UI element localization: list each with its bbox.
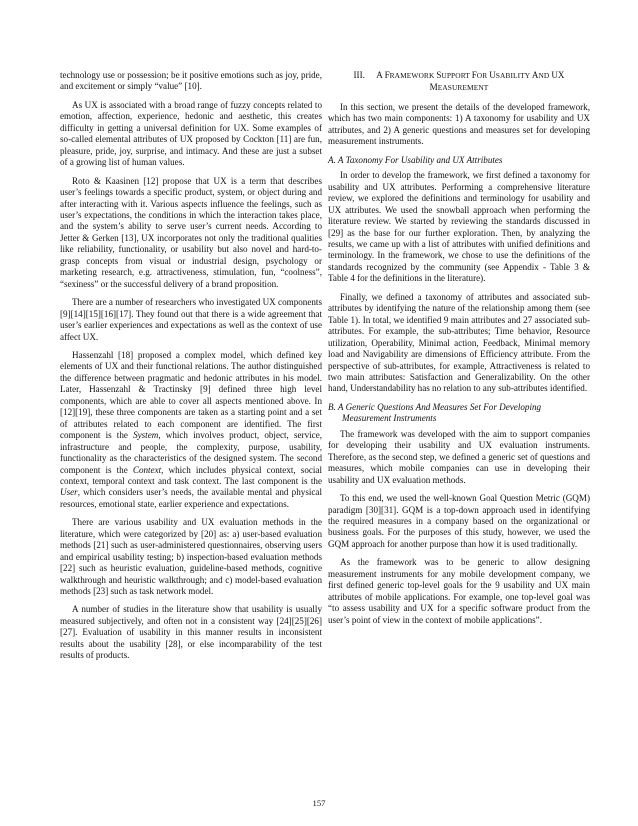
emphasis-user: User [60, 487, 78, 498]
section-heading [328, 70, 590, 93]
paragraph: technology use or possession; be it positive emotions such as joy, pride, and excitement or simply “value” [10]. [60, 70, 322, 92]
section-title-part: SABILITY [495, 71, 532, 80]
section-title-part: EASUREMENT [437, 82, 489, 92]
paragraph: There are various usability and UX evaluation methods in the literature, which were categorized by [20] as: a) user-based evaluation methods [21] such as user-administered questionnaires, observing users and empirical usability testing; b) inspection-based evaluation methods [22] such as heuristic evaluation, guideline-based methods, cognitive walkthrough and heuristic walkthrough; and c) model-based evaluation methods [23] such as task network model. [60, 517, 322, 597]
section-title-part: F [471, 70, 477, 80]
section-title-part: RAMEWORK [389, 71, 437, 80]
paragraph: Finally, we defined a taxonomy of attributes and associated sub-attributes by identifying the nature of the relationship among them (see Table 1). In total, we identified 9 main attributes and 27 associated sub-attributes. For example, the sub-attributes; Time behavior, Resource utilization, Operability, Minimal action, Feedback, Minimal memory load and Navigability are dimensions of Efficiency attribute. From the perspective of sub-attributes, for example, Attractiveness is related to two main attributes: Satisfaction and Generalizability. On the other hand, Understandability has no relation to any sub-attributes identified. [328, 291, 590, 394]
emphasis-context: Context [132, 464, 162, 475]
paragraph [60, 350, 322, 510]
section-title-part: U [489, 70, 496, 80]
paragraph: As UX is associated with a broad range of fuzzy concepts related to emotion, affection, experience, hedonic and aesthetic, this creates difficulty in getting a universal definition for UX. Some examples of so-called elemental attributes of UX proposed by Cockton [11] are fun, pleasure, pride, joy, surprise, and intimacy. And these are just a subset of a growing list of human values. [60, 99, 322, 168]
section-title-part: S [436, 70, 442, 80]
paragraph-text: Hassenzahl [18] proposed a complex model, which defined key elements of UX and their functional relations. The author distinguished the difference between pragmatic and hedonic attributes in his model. Later, Hassenzahl & Tractinsky [9] defined three high level components, which are able to cover all aspects mentioned above. In [12][19], these three components are taken as a starting point and a set of attributes related to each component are identified. The first component is the [60, 349, 322, 441]
section-title-part: UX [551, 70, 565, 80]
section-number: III. [353, 70, 365, 80]
paragraph: To this end, we used the well-known Goal Question Metric (GQM) paradigm [30][31]. GQM is a top-down approach used in identifying the required measures in a company based on the organizational or business goals. For the purposes of this study, however, we used the GQM approach for another purpose than how it is used traditionally. [328, 493, 590, 549]
subsection-heading-b: B. A Generic Questions And Measures Set For Developing Measurement Instruments [328, 401, 542, 424]
section-title-part: A [531, 70, 539, 80]
paragraph: There are a number of researchers who investigated UX components [9][14][15][16][17]. They found out that there is a wide agreement that user’s earlier experiences and expectations as well as the context of use affect UX. [60, 297, 322, 342]
paragraph: In this section, we present the details of the developed framework, which has two main components: 1) A taxonomy for usability and UX attributes, and 2) A generic questions and measures set for developing measurement instruments. [328, 102, 590, 147]
paragraph-text: , which considers user’s needs, the available mental and physical resources, emotional state, earlier experience and expectations. [60, 487, 322, 509]
paragraph: A number of studies in the literature show that usability is usually measured subjectively, and often not in a consistent way [24][25][26][27]. Evaluation of usability in this manner results in inconsistent results about the usability [28], or else incomparability of the test results of products. [60, 604, 322, 661]
paragraph: The framework was developed with the aim to support companies for developing their usability and UX evaluation instruments. Therefore, as the second step, we defined a generic set of questions and measures, which mobile companies can use in developing their usability and UX evaluation methods. [328, 428, 590, 485]
left-column [60, 70, 322, 669]
page-number: 157 [312, 798, 326, 808]
paragraph: In order to develop the framework, we first defined a taxonomy for usability and UX attributes. Performing a comprehensive literature review, we explored the definitions and terminology for usability and UX attributes. We used the snowball approach when performing the literature review. We started by reviewing the standards discussed in [29] as the base for our further exploration. Then, by analyzing the results, we came up with a list of attributes with unified definitions and terminology. In the framework, we chose to use the definitions of the standards recognized by the community (see Appendix - Table 3 & Table 4 for the definitions in the literature). [328, 170, 590, 284]
subsection-heading-a: A. A Taxonomy For Usability and UX Attributes [328, 154, 503, 165]
paragraph: Roto & Kaasinen [12] propose that UX is a term that describes user’s feelings towards a specific product, system, or object during and after interacting with it. Various aspects influence the feelings, such as user’s expectations, the conditions in which the interaction takes place, and the system’s ability to serve user’s current needs. According to Jetter & Gerken [13], UX incorporates not only the traditional qualities like reliability, functionality, or usability but also novel and hard-to-grasp concepts from visual or industrial design, psychology or marketing research, e.g. attractiveness, stimulation, fun, “coolness”, “sexiness” or the successful delivery of a brand proposition. [60, 175, 322, 289]
section-title-part: ND [538, 71, 552, 80]
section-title-part: OR [476, 71, 490, 80]
paragraph: As the framework was to be generic to allow designing measurement instruments for any mobile development company, we first defined generic top-level goals for the 9 usability and UX main attributes of mobile applications. For example, one top-level goal was “to assess usability and UX for a specific software product from the user’s point of view in the context of mobile applications”. [328, 557, 590, 625]
section-title-part: UPPORT [441, 71, 472, 80]
section-title-part: M [429, 81, 438, 92]
right-column [328, 70, 590, 633]
paragraph-text: , which includes physical context, social context, temporal context and task context. The last component is the [60, 464, 322, 486]
section-title-part: A F [376, 70, 390, 80]
paragraph-text: , which involves product, object, service, infrastructure and people, the complexity, purpose, usability, functionality as the characteristics of the designed system. The second component is the [60, 430, 322, 475]
emphasis-system: System [133, 430, 159, 441]
